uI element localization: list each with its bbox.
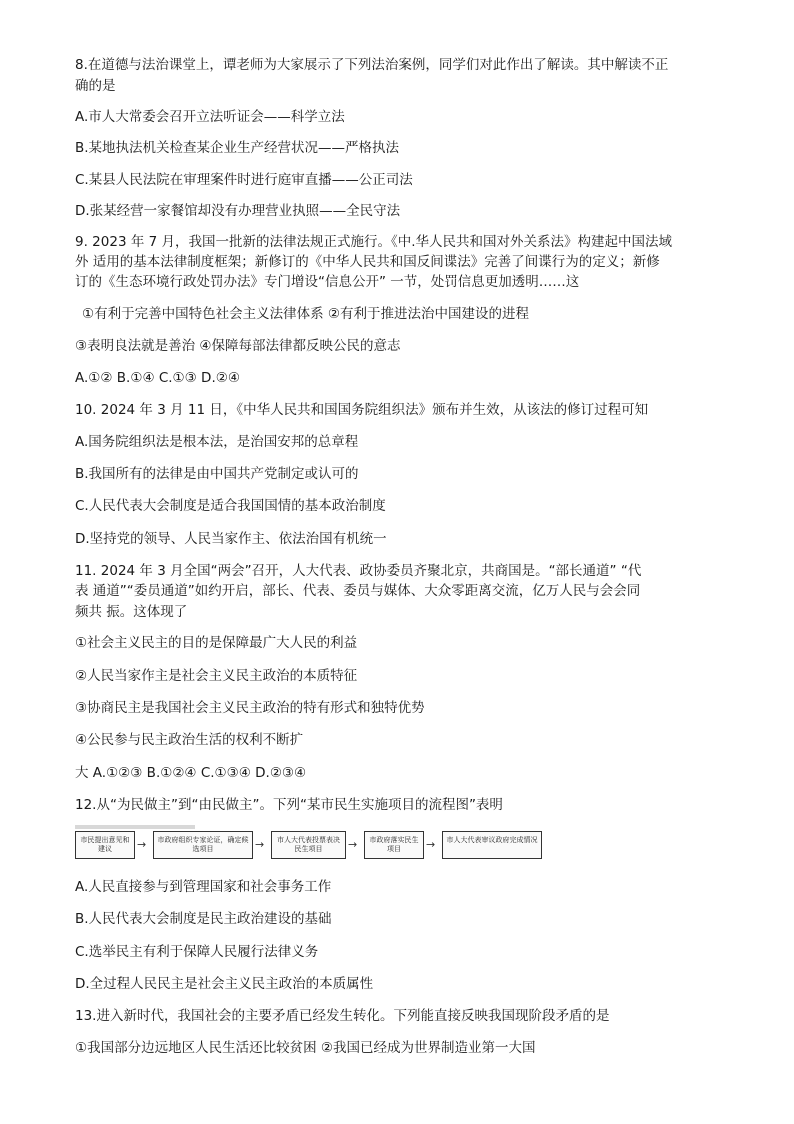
q10-option-b: B.我国所有的法律是由中国共产党制定或认可的 bbox=[75, 466, 359, 482]
q9-stem-line-3: 订的《生态环境行政处罚办法》专门增设“信息公开” 一节，处罚信息更加透明……这 bbox=[75, 274, 580, 290]
q13-statements-1: ①我国部分边远地区人民生活还比较贫困 ②我国已经成为世界制造业第一大国 bbox=[75, 1040, 536, 1056]
q11-statement-4: ④公民参与民主政治生活的权利不断扩 bbox=[75, 732, 304, 748]
flowchart-header-strip bbox=[75, 825, 195, 829]
flow-step-3: 市人大代表投票表决民生项目 bbox=[271, 831, 346, 859]
flow-step-2: 市政府组织专家论证，确定候选项目 bbox=[153, 831, 253, 859]
q11-stem-line-3: 频共 振。这体现了 bbox=[75, 604, 188, 620]
q8-option-a: A.市人大常委会召开立法听证会——科学立法 bbox=[75, 109, 345, 125]
q8-option-b: B.某地执法机关检查某企业生产经营状况——严格执法 bbox=[75, 140, 400, 156]
flow-arrow-icon: → bbox=[348, 838, 358, 851]
q12-flowchart bbox=[75, 825, 545, 869]
q9-stem-line-1: 9. 2023 年 7 月，我国一批新的法律法规正式施行。《中.华人民共和国对外关系法》构建起中国法域 bbox=[75, 234, 673, 250]
q9-stem-line-2: 外 适用的基本法律制度框架；新修订的《中华人民共和国反间谍法》完善了间谍行为的定义；新修 bbox=[75, 254, 660, 270]
q8-stem-line-2: 确的是 bbox=[75, 78, 116, 94]
q12-option-a: A.人民直接参与到管理国家和社会事务工作 bbox=[75, 879, 332, 895]
q11-statement-2: ②人民当家作主是社会主义民主政治的本质特征 bbox=[75, 668, 358, 684]
q11-stem-line-1: 11. 2024 年 3 月全国“两会”召开，人大代表、政协委员齐聚北京，共商国是。“部长通道” “代 bbox=[75, 563, 642, 579]
q13-stem: 13.进入新时代，我国社会的主要矛盾已经发生转化。下列能直接反映我国现阶段矛盾的是 bbox=[75, 1008, 610, 1024]
q10-option-d: D.坚持党的领导、人民当家作主、依法治国有机统一 bbox=[75, 531, 387, 547]
q10-stem: 10. 2024 年 3 月 11 日，《中华人民共和国国务院组织法》颁布并生效，从该法的修订过程可知 bbox=[75, 402, 649, 418]
q9-statements-2: ③表明良法就是善治 ④保障每部法律都反映公民的意志 bbox=[75, 338, 401, 354]
flow-step-5: 市人大代表审议政府完成情况 bbox=[442, 831, 542, 859]
q9-answer-choices: A.①② B.①④ C.①③ D.②④ bbox=[75, 370, 240, 386]
q11-statement-1: ①社会主义民主的目的是保障最广大人民的利益 bbox=[75, 635, 358, 651]
q8-option-c: C.某县人民法院在审理案件时进行庭审直播——公正司法 bbox=[75, 172, 413, 188]
flow-arrow-icon: → bbox=[137, 838, 147, 851]
q8-option-d: D.张某经营一家餐馆却没有办理营业执照——全民守法 bbox=[75, 203, 401, 219]
q8-stem-line-1: 8.在道德与法治课堂上，谭老师为大家展示了下列法治案例，同学们对此作出了解读。其中解读不正 bbox=[75, 57, 669, 73]
q12-stem: 12.从“为民做主”到“由民做主”。下列“某市民生实施项目的流程图”表明 bbox=[75, 797, 503, 813]
q9-statements-1: ①有利于完善中国特色社会主义法律体系 ②有利于推进法治中国建设的进程 bbox=[82, 306, 529, 322]
flow-step-1: 市民提出意见和建议 bbox=[75, 831, 135, 859]
flow-arrow-icon: → bbox=[255, 838, 265, 851]
q12-option-d: D.全过程人民民主是社会主义民主政治的本质属性 bbox=[75, 976, 374, 992]
q12-option-c: C.选举民主有利于保障人民履行法律义务 bbox=[75, 944, 319, 960]
q11-stem-line-2: 表 通道”“委员通道”如约开启，部长、代表、委员与媒体、大众零距离交流，亿万人民与会会同 bbox=[75, 583, 641, 599]
flow-arrow-icon: → bbox=[426, 838, 436, 851]
q10-option-a: A.国务院组织法是根本法，是治国安邦的总章程 bbox=[75, 434, 359, 450]
q11-answer-choices: 大 A.①②③ B.①②④ C.①③④ D.②③④ bbox=[75, 765, 307, 781]
q12-option-b: B.人民代表大会制度是民主政治建设的基础 bbox=[75, 911, 332, 927]
q10-option-c: C.人民代表大会制度是适合我国国情的基本政治制度 bbox=[75, 498, 386, 514]
q11-statement-3: ③协商民主是我国社会主义民主政治的特有形式和独特优势 bbox=[75, 700, 425, 716]
flow-step-4: 市政府落实民生项目 bbox=[364, 831, 424, 859]
